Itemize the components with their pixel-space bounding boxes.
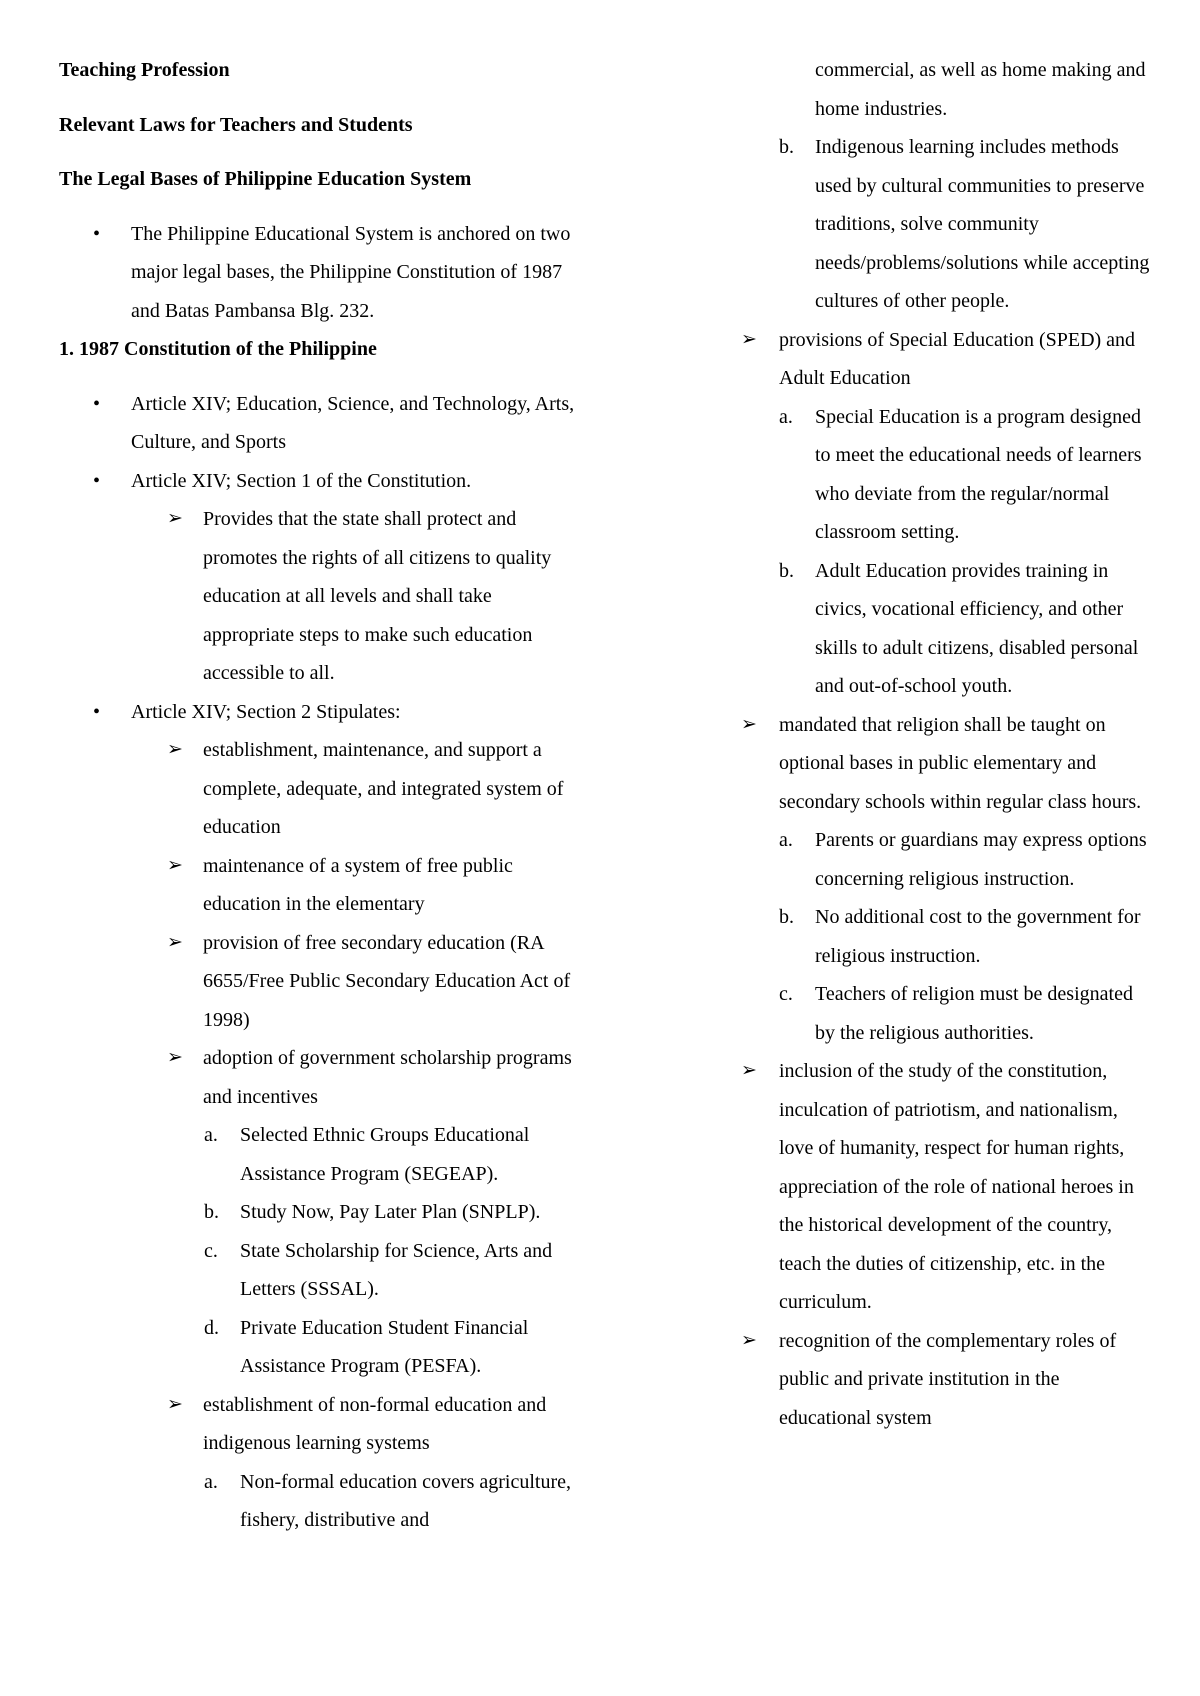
indigenous-item: [735, 128, 1155, 321]
left-column: [59, 51, 579, 1540]
letter-marker: a.: [204, 1124, 218, 1146]
scholarship-item: [59, 1193, 579, 1232]
article-xiv-bullet: [59, 385, 579, 462]
section1-bullet: [59, 462, 579, 501]
arrow-marker-icon: ➢: [167, 508, 183, 529]
religion-item: [735, 821, 1155, 898]
nonformal-continued-text: commercial, as well as home making and home industries.: [815, 59, 1146, 120]
letter-marker: b.: [779, 136, 794, 158]
arrow-marker-icon: ➢: [167, 854, 183, 876]
section2-bullet: [59, 693, 579, 732]
letter-marker: b.: [204, 1201, 219, 1223]
religion-item: [735, 898, 1155, 975]
arrow-marker-icon: ➢: [741, 328, 757, 350]
scholarship-item: [59, 1116, 579, 1193]
bullet-marker: •: [93, 392, 101, 415]
article-xiv-text: Article XIV; Education, Science, and Technology, Arts, Culture, and Sports: [131, 392, 575, 453]
complementary-text: recognition of the complementary roles of public and private institution in the educational system: [779, 1329, 1117, 1429]
intro-bullet-item: [59, 215, 579, 331]
scholarship-text: Study Now, Pay Later Plan (SNPLP).: [240, 1201, 541, 1223]
bullet-marker: •: [93, 469, 101, 492]
constitution-heading: 1. 1987 Constitution of the Philippine: [59, 338, 377, 360]
letter-marker: a.: [204, 1470, 218, 1493]
sped-arrow-item: [735, 321, 1155, 398]
section2-arrow-text: maintenance of a system of free public education in the elementary: [203, 854, 513, 915]
indigenous-text: Indigenous learning includes methods used by cultural communities to preserve traditions, solve community needs/problems/solutions while accepting cultures of other people.: [815, 136, 1150, 312]
nonformal-item: [59, 1463, 579, 1540]
section2-arrow-item: [59, 1039, 579, 1116]
constitution-study-arrow-item: [735, 1052, 1155, 1322]
scholarship-text: Selected Ethnic Groups Educational Assistance Program (SEGEAP).: [240, 1124, 530, 1185]
document-subtitle: Relevant Laws for Teachers and Students: [59, 113, 413, 136]
letter-marker: a.: [779, 829, 793, 851]
adult-ed-item: [735, 552, 1155, 706]
scholarship-text: Private Education Student Financial Assistance Program (PESFA).: [240, 1316, 529, 1377]
section2-text: Article XIV; Section 2 Stipulates:: [131, 700, 401, 723]
section-heading: The Legal Bases of Philippine Education System: [59, 168, 472, 190]
section1-arrow-text: Provides that the state shall protect and promotes the rights of all citizens to quality education at all levels and shall take appropriate steps to make such education accessible to all.: [203, 508, 552, 684]
arrow-marker-icon: ➢: [167, 931, 183, 953]
letter-marker: d.: [204, 1316, 219, 1339]
section2-arrow-text: establishment, maintenance, and support a complete, adequate, and integrated system of education: [203, 739, 564, 838]
sped-arrow-text: provisions of Special Education (SPED) and Adult Education: [779, 328, 1136, 389]
scholarship-item: [59, 1309, 579, 1386]
sped-item-text: Special Education is a program designed to meet the educational needs of learners who deviate from the regular/normal classroom setting.: [815, 405, 1142, 543]
nonformal-arrow-text: establishment of non-formal education and indigenous learning systems: [203, 1393, 547, 1454]
bullet-marker: •: [93, 222, 101, 245]
religion-arrow-item: [735, 706, 1155, 822]
section2-arrow-item: [59, 731, 579, 847]
arrow-marker-icon: ➢: [741, 1060, 757, 1081]
complementary-arrow-item: [735, 1322, 1155, 1438]
letter-marker: b.: [779, 559, 794, 582]
section1-text: Article XIV; Section 1 of the Constitution.: [131, 469, 472, 492]
letter-marker: b.: [779, 906, 794, 928]
right-column: [735, 51, 1155, 1437]
nonformal-continuation: [735, 51, 1155, 128]
arrow-marker-icon: ➢: [167, 1393, 183, 1415]
arrow-marker-icon: ➢: [741, 713, 757, 735]
sped-item: [735, 398, 1155, 552]
section1-arrow-item: [59, 500, 579, 693]
religion-item-text: Parents or guardians may express options concerning religious instruction.: [815, 829, 1147, 890]
arrow-marker-icon: ➢: [741, 1329, 757, 1351]
bullet-marker: •: [93, 700, 101, 723]
document-title: Teaching Profession: [59, 59, 230, 81]
section2-arrow-text: adoption of government scholarship programs and incentives: [203, 1047, 572, 1108]
letter-marker: c.: [779, 983, 793, 1005]
arrow-marker-icon: ➢: [167, 739, 183, 760]
section2-arrow-text: provision of free secondary education (RA 6655/Free Public Secondary Education Act of 1998): [203, 931, 571, 1031]
scholarship-text: State Scholarship for Science, Arts and Letters (SSSAL).: [240, 1239, 553, 1300]
religion-item-text: No additional cost to the government for religious instruction.: [815, 906, 1141, 967]
letter-marker: a.: [779, 405, 793, 428]
intro-bullet-text: The Philippine Educational System is anchored on two major legal bases, the Philippine Constitution of 1987 and Batas Pambansa Blg. 232.: [131, 222, 571, 322]
adult-ed-text: Adult Education provides training in civics, vocational efficiency, and other skills to adult citizens, disabled personal and out-of-school youth.: [815, 559, 1139, 697]
section2-arrow-item: [59, 847, 579, 924]
religion-arrow-text: mandated that religion shall be taught on optional bases in public elementary and secondary schools within regular class hours.: [779, 713, 1142, 813]
religion-item-text: Teachers of religion must be designated by the religious authorities.: [815, 983, 1133, 1044]
arrow-marker-icon: ➢: [167, 1047, 183, 1068]
religion-item: [735, 975, 1155, 1052]
nonformal-arrow-item: [59, 1386, 579, 1463]
scholarship-item: [59, 1232, 579, 1309]
letter-marker: c.: [204, 1239, 218, 1262]
nonformal-text: Non-formal education covers agriculture, fishery, distributive and: [240, 1470, 571, 1531]
section2-arrow-item: [59, 924, 579, 1040]
constitution-study-text: inclusion of the study of the constitution, inculcation of patriotism, and nationalism, love of humanity, respect for human rights, appreciation of the role of national heroes in the historical development of the country, teach the duties of citizenship, etc. in the curriculum.: [779, 1060, 1134, 1313]
